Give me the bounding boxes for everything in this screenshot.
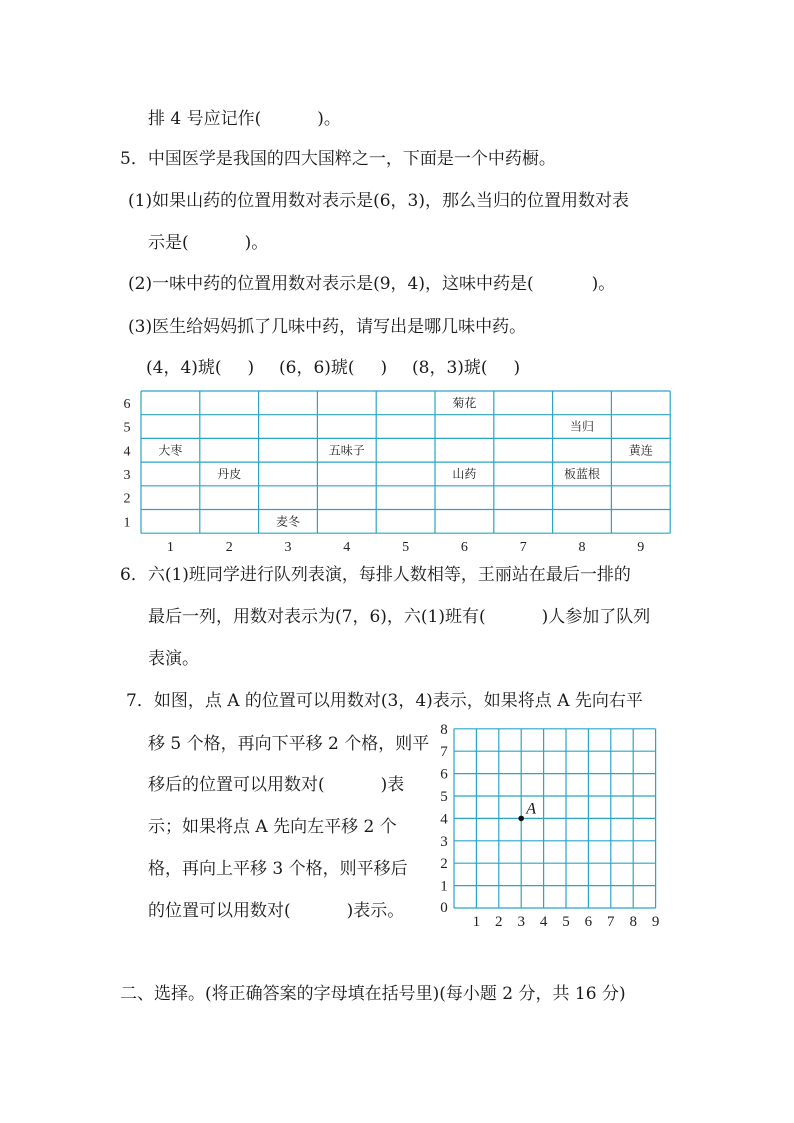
q5-part3-items: (4，4)琥( ) (6，6)琥( ) (8，3)琥( ) xyxy=(146,358,521,378)
q6-line2-tail: )人参加了队列 xyxy=(541,607,651,627)
grid-x-label: 6 xyxy=(584,914,593,930)
q6-line2 xyxy=(148,606,650,628)
q5-part2-close: )。 xyxy=(591,274,616,294)
grid-x-label: 5 xyxy=(562,914,570,930)
herb-label: 当归 xyxy=(569,419,595,434)
grid-x-label: 0 xyxy=(440,900,448,916)
point-a-marker xyxy=(518,816,524,822)
q5-part2-text: (2)一味中药的位置用数对表示是(9，4)，这味中药是( xyxy=(128,274,534,294)
cabinet-col-label: 1 xyxy=(166,540,174,556)
cabinet-col-label: 8 xyxy=(578,540,586,556)
grid-x-label: 2 xyxy=(495,914,503,930)
q5-part1-close: )。 xyxy=(244,233,269,253)
coordinate-grid xyxy=(430,718,680,933)
q4-tail-text: 排 4 号应记作( xyxy=(148,109,262,129)
cabinet-row-label: 3 xyxy=(123,467,131,483)
q6-line3: 表演。 xyxy=(148,649,199,669)
grid-y-label: 8 xyxy=(440,721,448,738)
q5-stem: 5．中国医学是我国的四大国粹之一，下面是一个中药橱。 xyxy=(120,149,556,169)
grid-y-label: 6 xyxy=(440,766,448,783)
q7-line5: 格，再向上平移 3 个格，则平移后 xyxy=(148,859,408,879)
q7-line2: 移 5 个格，再向下平移 2 个格，则平 xyxy=(148,734,430,754)
q5-item: (8，3) xyxy=(412,358,464,378)
cabinet-col-label: 7 xyxy=(519,540,527,556)
grid-y-label: 1 xyxy=(440,878,448,895)
grid-y-label: 7 xyxy=(440,744,448,761)
q5-part1-line1: (1)如果山药的位置用数对表示是(6，3)，那么当归的位置用数对表 xyxy=(128,191,629,211)
grid-y-label: 2 xyxy=(440,856,448,873)
section2-title: 二、选择。(将正确答案的字母填在括号里)(每小题 2 分，共 16 分) xyxy=(120,984,626,1004)
cabinet-col-label: 3 xyxy=(284,540,292,556)
q5-item: (6，6) xyxy=(279,358,331,378)
herb-label: 板蓝根 xyxy=(563,466,601,481)
cabinet-row-label: 4 xyxy=(123,444,131,460)
grid-y-label: 5 xyxy=(440,789,448,805)
q6-line2-text: 最后一列，用数对表示为(7，6)，六(1)班有( xyxy=(148,607,486,627)
herb-label: 黄连 xyxy=(628,443,653,458)
cabinet-row-label: 2 xyxy=(123,491,131,507)
cabinet-col-label: 2 xyxy=(225,540,233,556)
point-a-label: A xyxy=(526,800,536,818)
cabinet-row-label: 5 xyxy=(123,420,131,436)
grid-y-label: 3 xyxy=(440,833,448,850)
grid-x-label: 9 xyxy=(651,914,660,930)
herb-label: 山药 xyxy=(452,466,477,481)
cabinet-col-label: 5 xyxy=(402,540,410,556)
q7-line3 xyxy=(148,774,404,796)
grid-y-label: 4 xyxy=(440,811,448,828)
cabinet-col-label: 9 xyxy=(637,540,645,556)
q7-line3-tail: )表 xyxy=(380,775,405,795)
q7-line4: 示；如果将点 A 先向左平移 2 个 xyxy=(148,817,397,837)
q4-tail-close: )。 xyxy=(317,109,341,129)
cabinet-row-label: 6 xyxy=(123,396,131,412)
grid-x-label: 3 xyxy=(517,914,525,930)
q5-part3: (3)医生给妈妈抓了几味中药，请写出是哪几味中药。 xyxy=(128,317,527,337)
q5-item: (4，4) xyxy=(146,358,198,378)
herb-label: 五味子 xyxy=(328,443,365,458)
grid-x-label: 7 xyxy=(607,914,615,930)
herb-label: 菊花 xyxy=(452,395,477,410)
herb-label: 丹皮 xyxy=(217,466,242,481)
q7-line3-text: 移后的位置可以用数对( xyxy=(148,775,325,795)
q7-line6-tail: )表示。 xyxy=(346,901,405,921)
cabinet-col-label: 4 xyxy=(343,540,351,556)
cabinet-row-label: 1 xyxy=(123,515,131,531)
q7-line6-text: 的位置可以用数对( xyxy=(148,901,291,921)
grid-x-label: 1 xyxy=(472,914,481,930)
grid-x-label: 4 xyxy=(539,914,548,930)
herb-label: 麦冬 xyxy=(275,514,301,529)
cabinet-col-label: 6 xyxy=(460,540,468,556)
q7-line6 xyxy=(148,900,404,922)
herb-label: 大枣 xyxy=(158,443,183,458)
herb-cabinet-diagram xyxy=(0,0,794,560)
q6-line1: 6．六(1)班同学进行队列表演，每排人数相等，王丽站在最后一排的 xyxy=(120,565,631,585)
q7-line1: 7．如图，点 A 的位置可以用数对(3，4)表示，如果将点 A 先向右平 xyxy=(126,691,643,711)
grid-x-label: 8 xyxy=(629,914,637,930)
q5-part1-prefix: 示是( xyxy=(148,233,189,253)
